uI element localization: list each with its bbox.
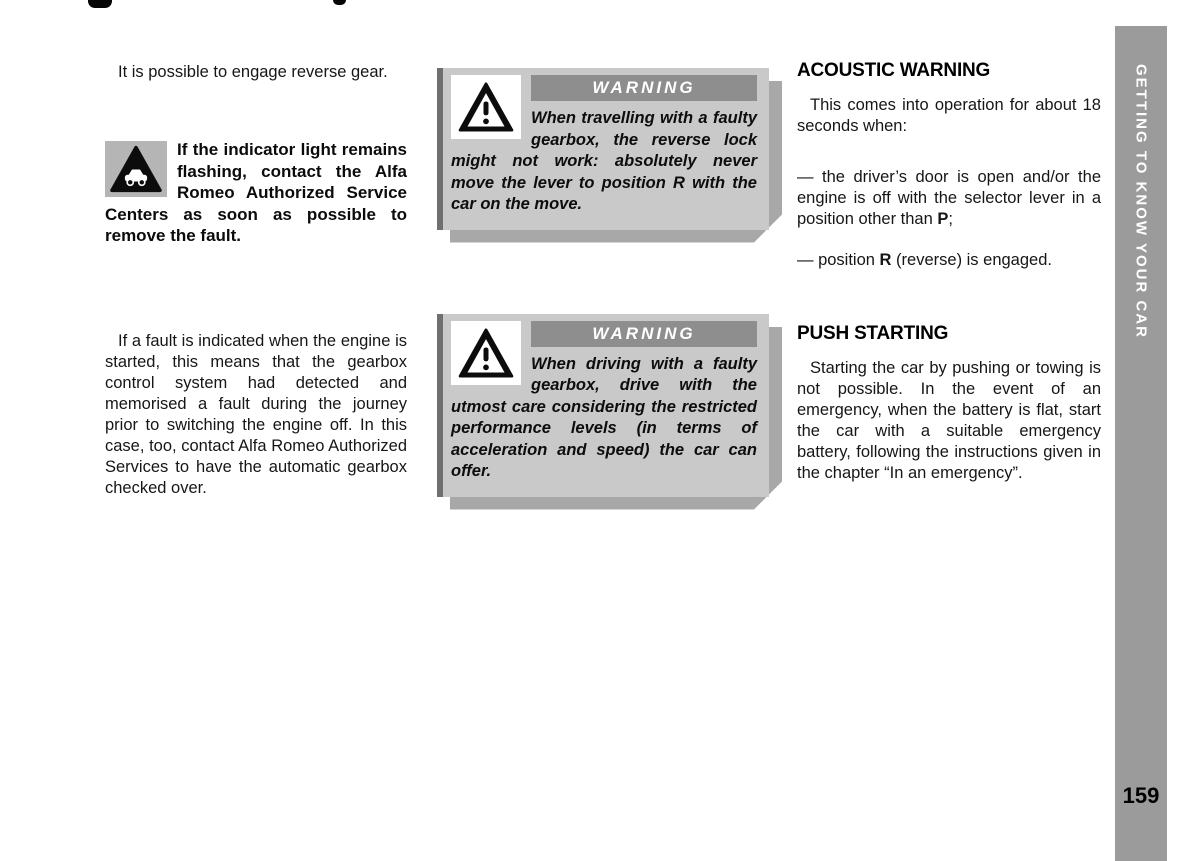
warning-box-plate [437, 314, 769, 497]
intro-paragraph: It is possible to engage reverse gear. [118, 63, 388, 81]
warning-box-1 [437, 68, 769, 230]
warning-title: WARNING [531, 75, 757, 101]
fault-description-paragraph: If a fault is indicated when the engine is started, this means that the gearbox control system had detected and memorised a fault during the journey prior to switching the engine off. In this case, too, contact Alfa Romeo Authorized Services to have the automatic gearbox checked over. [105, 331, 407, 497]
chapter-title-vertical: GETTING TO KNOW YOUR CAR [1132, 64, 1150, 339]
right-column [797, 60, 1101, 484]
chapter-sidebar [1115, 26, 1167, 861]
left-column [105, 62, 407, 499]
page-edge-artifact [333, 0, 346, 5]
indicator-warning-block [105, 139, 407, 247]
acoustic-warning-heading: ACOUSTIC WARNING [797, 60, 991, 81]
warning-body: When driving with a faulty gearbox, drive with the utmost care considering the restricted performance levels (in terms of acceleration and speed) the car can offer. [451, 354, 757, 480]
warning-box-plate [437, 68, 769, 230]
bullet-bold-letter: R [879, 251, 892, 269]
push-starting-body: Starting the car by pushing or towing is not possible. In the event of an emergency, when the battery is flat, start the car with a suitable emergency battery, following the instructions given in the chapter “In an emergency”. [797, 359, 1101, 482]
gearbox-fault-car-triangle-icon [105, 141, 167, 197]
page-number: 159 [1122, 783, 1160, 808]
bullet-text: — the driver’s door is open and/or the engine is off with the selector lever in a position other than [797, 168, 1101, 228]
page-edge-artifact [88, 0, 112, 8]
warning-body: When travelling with a faulty gearbox, the reverse lock might not work: absolutely never move the lever to position R with the car on the move. [451, 109, 757, 213]
warning-plates-column [437, 68, 769, 581]
acoustic-bullet-reverse [797, 250, 1101, 271]
push-starting-heading: PUSH STARTING [797, 323, 949, 344]
exclamation-triangle-icon [451, 75, 521, 139]
indicator-warning-text: If the indicator light remains flashing, contact the Alfa Romeo Authorized Service Centers as soon as possible to remove the fault. [105, 140, 407, 245]
warning-box-2 [437, 314, 769, 497]
bullet-text: ; [948, 210, 953, 228]
warning-title: WARNING [531, 321, 757, 347]
bullet-text: (reverse) is engaged. [891, 251, 1052, 269]
exclamation-triangle-icon [451, 321, 521, 385]
bullet-bold-letter: P [937, 210, 949, 228]
acoustic-warning-intro: This comes into operation for about 18 seconds when: [797, 96, 1101, 135]
bullet-text: — position [797, 251, 880, 269]
acoustic-bullet-driver-door [797, 167, 1101, 230]
